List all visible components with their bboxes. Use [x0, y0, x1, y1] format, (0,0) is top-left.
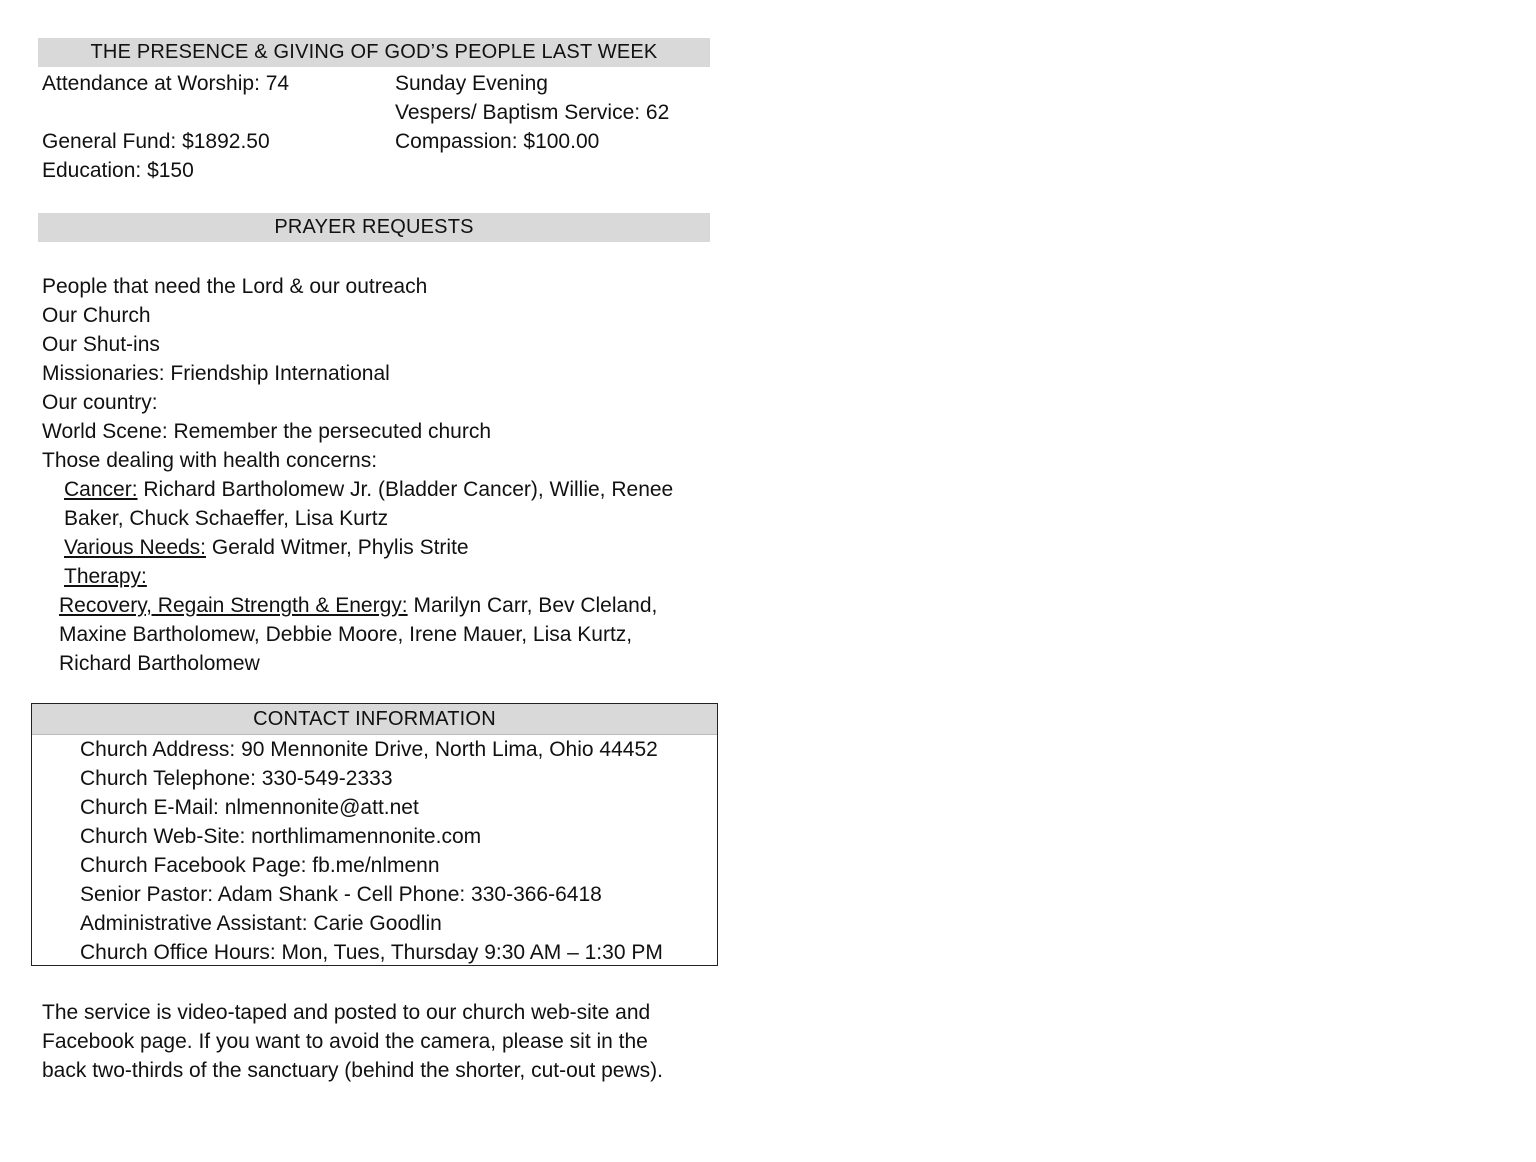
- presence-stats: [38, 69, 722, 185]
- prayer-item: Our Shut-ins: [42, 333, 160, 356]
- therapy-label: Therapy:: [64, 565, 147, 588]
- compassion-text: Compassion: $100.00: [395, 130, 600, 153]
- contact-email: Church E-Mail: nlmennonite@att.net: [80, 796, 419, 819]
- recovery-line: [42, 591, 722, 620]
- vespers-text: Vespers/ Baptism Service: 62: [395, 101, 670, 124]
- presence-stats-right: [395, 69, 669, 156]
- contact-box: [31, 703, 718, 966]
- cancer-names: Richard Bartholomew Jr. (Bladder Cancer), Willie, Renee: [137, 478, 674, 501]
- presence-header: THE PRESENCE & GIVING OF GOD’S PEOPLE LAST WEEK: [38, 38, 710, 67]
- cancer-label: Cancer:: [64, 478, 138, 501]
- contact-office-hours: Church Office Hours: Mon, Tues, Thursday 9:30 AM – 1:30 PM: [80, 941, 663, 964]
- prayer-item: Our Church: [42, 304, 151, 327]
- recovery-line-2: Maxine Bartholomew, Debbie Moore, Irene Mauer, Lisa Kurtz,: [59, 623, 633, 646]
- prayer-item: Those dealing with health concerns:: [42, 449, 378, 472]
- prayer-item: World Scene: Remember the persecuted church: [42, 420, 491, 443]
- contact-lines: [32, 735, 717, 967]
- attendance-text: Attendance at Worship: 74: [42, 72, 290, 95]
- contact-assistant: Administrative Assistant: Carie Goodlin: [80, 912, 442, 935]
- education-text: Education: $150: [42, 159, 194, 182]
- contact-address: Church Address: 90 Mennonite Drive, North Lima, Ohio 44452: [80, 738, 658, 761]
- video-notice-line: Facebook page. If you want to avoid the camera, please sit in the: [42, 1030, 648, 1053]
- prayer-item: Missionaries: Friendship International: [42, 362, 390, 385]
- video-notice-line: back two-thirds of the sanctuary (behind the shorter, cut-out pews).: [42, 1059, 663, 1082]
- prayer-list: [38, 272, 722, 678]
- contact-header: CONTACT INFORMATION: [32, 704, 717, 735]
- recovery-names: Marilyn Carr, Bev Cleland,: [407, 594, 658, 617]
- contact-telephone: Church Telephone: 330-549-2333: [80, 767, 393, 790]
- left-column: [38, 38, 722, 678]
- recovery-line-3: Richard Bartholomew: [59, 652, 260, 675]
- prayer-item: Our country:: [42, 391, 158, 414]
- various-needs-names: Gerald Witmer, Phylis Strite: [206, 536, 469, 559]
- cancer-line-2: Baker, Chuck Schaeffer, Lisa Kurtz: [64, 507, 389, 530]
- recovery-label: Recovery, Regain Strength & Energy:: [59, 594, 408, 617]
- prayer-header: PRAYER REQUESTS: [38, 213, 710, 242]
- contact-pastor: Senior Pastor: Adam Shank - Cell Phone: 330-366-6418: [80, 883, 602, 906]
- various-needs-label: Various Needs:: [64, 536, 207, 559]
- cancer-line: [42, 475, 722, 504]
- video-notice: [42, 998, 722, 1085]
- prayer-item: People that need the Lord & our outreach: [42, 275, 428, 298]
- various-needs-line: [42, 533, 722, 562]
- contact-facebook: Church Facebook Page: fb.me/nlmenn: [80, 854, 440, 877]
- general-fund-text: General Fund: $1892.50: [42, 130, 270, 153]
- contact-website: Church Web-Site: northlimamennonite.com: [80, 825, 482, 848]
- therapy-line: [42, 562, 722, 591]
- video-notice-line: The service is video-taped and posted to our church web-site and: [42, 1001, 651, 1024]
- presence-stats-left: [42, 69, 289, 185]
- sunday-evening-text: Sunday Evening: [395, 72, 548, 95]
